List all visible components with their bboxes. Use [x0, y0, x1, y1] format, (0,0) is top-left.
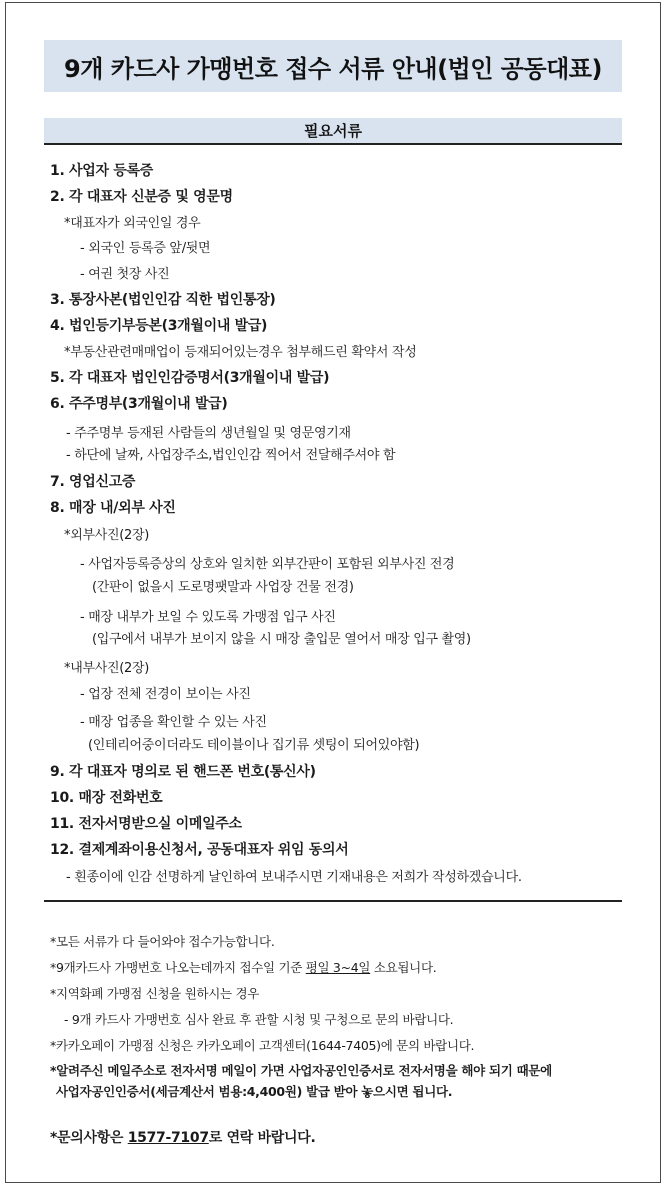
- contact-text-b: 로 연락 바랍니다.: [208, 1130, 316, 1146]
- note-5-line-2: 사업자공인인증서(세금계산서 범용:4,400원) 발급 받아 놓으시면 됩니다.: [56, 1084, 453, 1099]
- note-2: [50, 958, 436, 976]
- item-8-outer-heading: *외부사진(2장): [64, 528, 150, 543]
- item-5: 5. 각 대표자 법인인감증명서(3개월이내 발급): [50, 370, 330, 386]
- item-12-sub: - 흰종이에 인감 선명하게 날인하여 보내주시면 기재내용은 저희가 작성하겠습니다.: [66, 870, 522, 885]
- note-1: *모든 서류가 다 들어와야 접수가능합니다.: [50, 934, 275, 949]
- item-4: 4. 법인등기부등본(3개월이내 발급): [50, 318, 268, 334]
- item-8-outer-1: - 사업자등록증상의 상호와 일치한 외부간판이 포함된 외부사진 전경: [80, 557, 455, 572]
- item-1: 1. 사업자 등록증: [50, 163, 153, 179]
- note-2-text-c: 소요됩니다.: [370, 960, 437, 975]
- note-2-text-a: *9개카드사 가맹번호 나오는데까지 접수일 기준: [50, 960, 306, 975]
- item-6-sub-1: - 주주명부 등재된 사람들의 생년월일 및 영문영기재: [66, 426, 351, 441]
- item-8-outer-1-detail: (간판이 없을시 도로명팻말과 사업장 건물 전경): [92, 580, 354, 595]
- note-3: *지역화폐 가맹점 신청을 원하시는 경우: [50, 986, 260, 1001]
- contact-text-a: *문의사항은: [50, 1130, 128, 1146]
- item-6-sub-2: - 하단에 날짜, 사업장주소,법인인감 찍어서 전달해주셔야 함: [66, 448, 396, 463]
- item-8-inner-2: - 매장 업종을 확인할 수 있는 사진: [80, 715, 267, 730]
- item-10: 10. 매장 전화번호: [50, 790, 163, 806]
- item-8-inner-1: - 업장 전체 전경이 보이는 사진: [80, 687, 251, 702]
- item-8-inner-2-detail: (인테리어중이더라도 테이블이나 집기류 셋팅이 되어있야함): [88, 738, 420, 753]
- item-2-sub-2: - 여권 첫장 사진: [80, 267, 170, 282]
- item-8: 8. 매장 내/외부 사진: [50, 500, 176, 516]
- section-divider: [44, 900, 622, 902]
- item-2-sub-1: - 외국인 등록증 앞/뒷면: [80, 241, 211, 256]
- item-8-inner-heading: *내부사진(2장): [64, 661, 150, 676]
- note-2-days: 평일 3~4일: [305, 960, 371, 975]
- section-header: [44, 118, 622, 145]
- note-4: *카카오페이 가맹점 신청은 카카오페이 고객센터(1644-7405)에 문의 바랍니다.: [50, 1038, 475, 1053]
- section-header-label: 필요서류: [304, 122, 362, 140]
- note-3-sub: - 9개 카드사 가맹번호 심사 완료 후 관할 시청 및 구청으로 문의 바랍니다.: [64, 1012, 454, 1027]
- item-2: 2. 각 대표자 신분증 및 영문명: [50, 189, 233, 205]
- page-title: 9개 카드사 가맹번호 접수 서류 안내(법인 공동대표): [64, 54, 602, 83]
- item-2-note: *대표자가 외국인일 경우: [64, 216, 201, 231]
- item-3: 3. 통장사본(법인인감 직한 법인통장): [50, 292, 276, 308]
- item-8-outer-2: - 매장 내부가 보일 수 있도록 가맹점 입구 사진: [80, 610, 336, 625]
- item-6: 6. 주주명부(3개월이내 발급): [50, 396, 228, 412]
- contact-line: [50, 1127, 316, 1147]
- item-9: 9. 각 대표자 명의로 된 핸드폰 번호(통신사): [50, 764, 316, 780]
- note-5-line-1: *알려주신 메일주소로 전자서명 메일이 가면 사업자공인인증서로 전자서명을 해야 되기 때문에: [50, 1063, 552, 1078]
- item-11: 11. 전자서명받으실 이메일주소: [50, 816, 242, 832]
- contact-phone: 1577-7107: [127, 1130, 209, 1146]
- title-banner: [44, 40, 622, 92]
- item-4-note: *부동산관련매매업이 등재되어있는경우 첨부해드린 확약서 작성: [64, 345, 417, 360]
- item-12: 12. 결제계좌이용신청서, 공동대표자 위임 동의서: [50, 842, 349, 858]
- item-8-outer-2-detail: (입구에서 내부가 보이지 않을 시 매장 출입문 열어서 매장 입구 촬영): [92, 632, 471, 647]
- item-7: 7. 영업신고증: [50, 474, 136, 490]
